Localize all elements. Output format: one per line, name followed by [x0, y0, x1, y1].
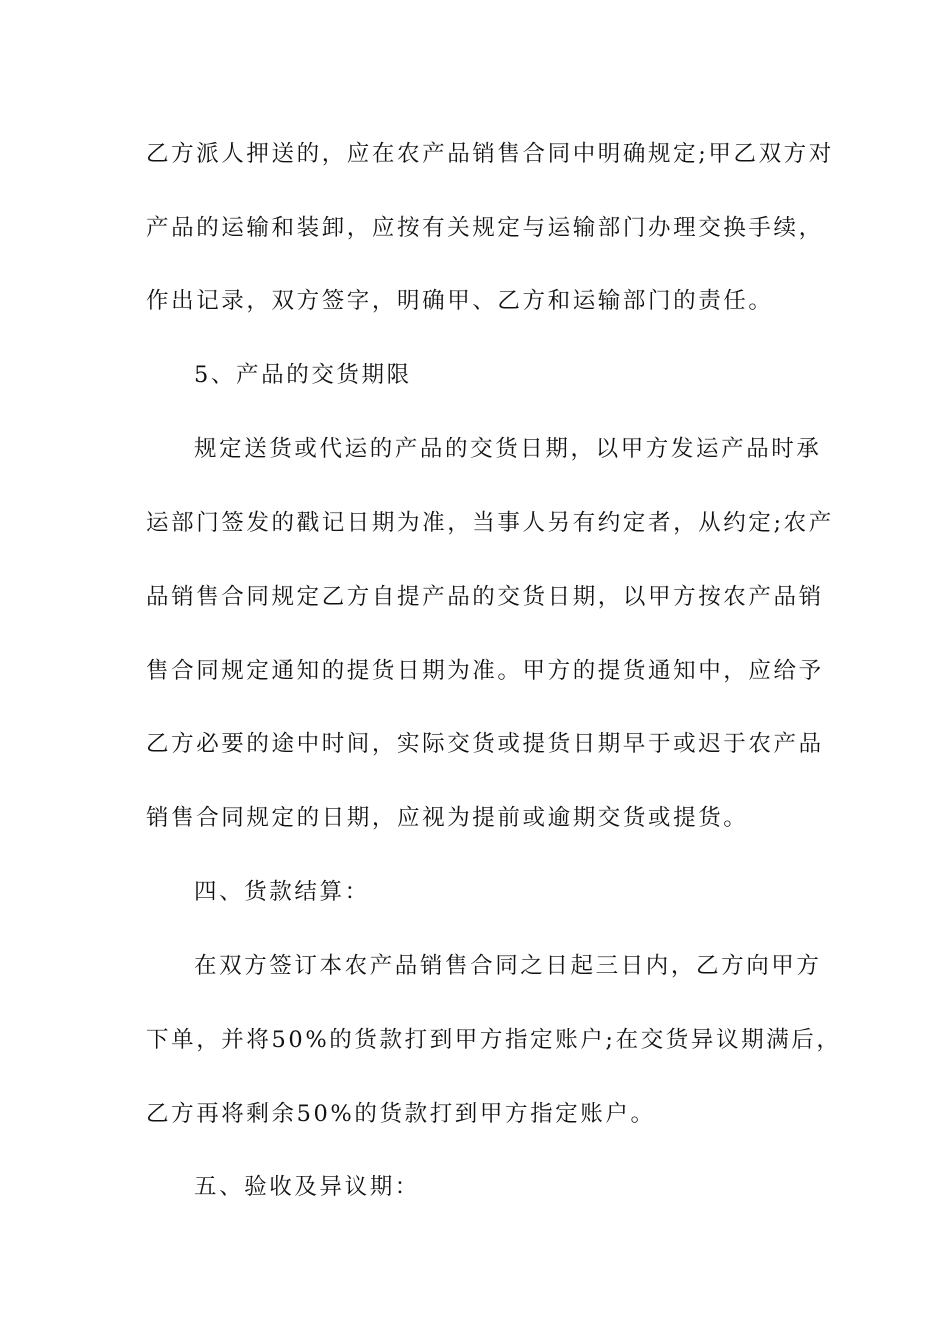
paragraph-line: 下单，并将50%的货款打到甲方指定账户;在交货异议期满后， — [146, 1027, 842, 1053]
section-heading: 5、产品的交货期限 — [194, 362, 412, 388]
paragraph-line: 销售合同规定的日期，应视为提前或逾期交货或提货。 — [146, 805, 749, 831]
paragraph-line: 运部门签发的戳记日期为准，当事人另有约定者，从约定;农产 — [146, 510, 834, 536]
paragraph-line: 作出记录，双方签字，明确甲、乙方和运输部门的责任。 — [146, 288, 774, 314]
paragraph-line: 产品的运输和装卸，应按有关规定与运输部门办理交换手续， — [146, 215, 824, 241]
paragraph-line: 售合同规定通知的提货日期为准。甲方的提货通知中，应给予 — [146, 658, 824, 684]
section-heading: 五、验收及异议期： — [194, 1174, 420, 1200]
section-heading: 四、货款结算： — [194, 879, 370, 905]
paragraph-line: 乙方必要的途中时间，实际交货或提货日期早于或迟于农产品 — [146, 731, 824, 757]
paragraph-line: 乙方派人押送的，应在农产品销售合同中明确规定;甲乙双方对 — [146, 141, 834, 167]
paragraph-line: 规定送货或代运的产品的交货日期，以甲方发运产品时承 — [194, 436, 822, 462]
paragraph-line: 品销售合同规定乙方自提产品的交货日期，以甲方按农产品销 — [146, 584, 824, 610]
paragraph-line: 在双方签订本农产品销售合同之日起三日内，乙方向甲方 — [194, 953, 822, 979]
paragraph-line: 乙方再将剩余50%的货款打到甲方指定账户。 — [146, 1101, 656, 1127]
